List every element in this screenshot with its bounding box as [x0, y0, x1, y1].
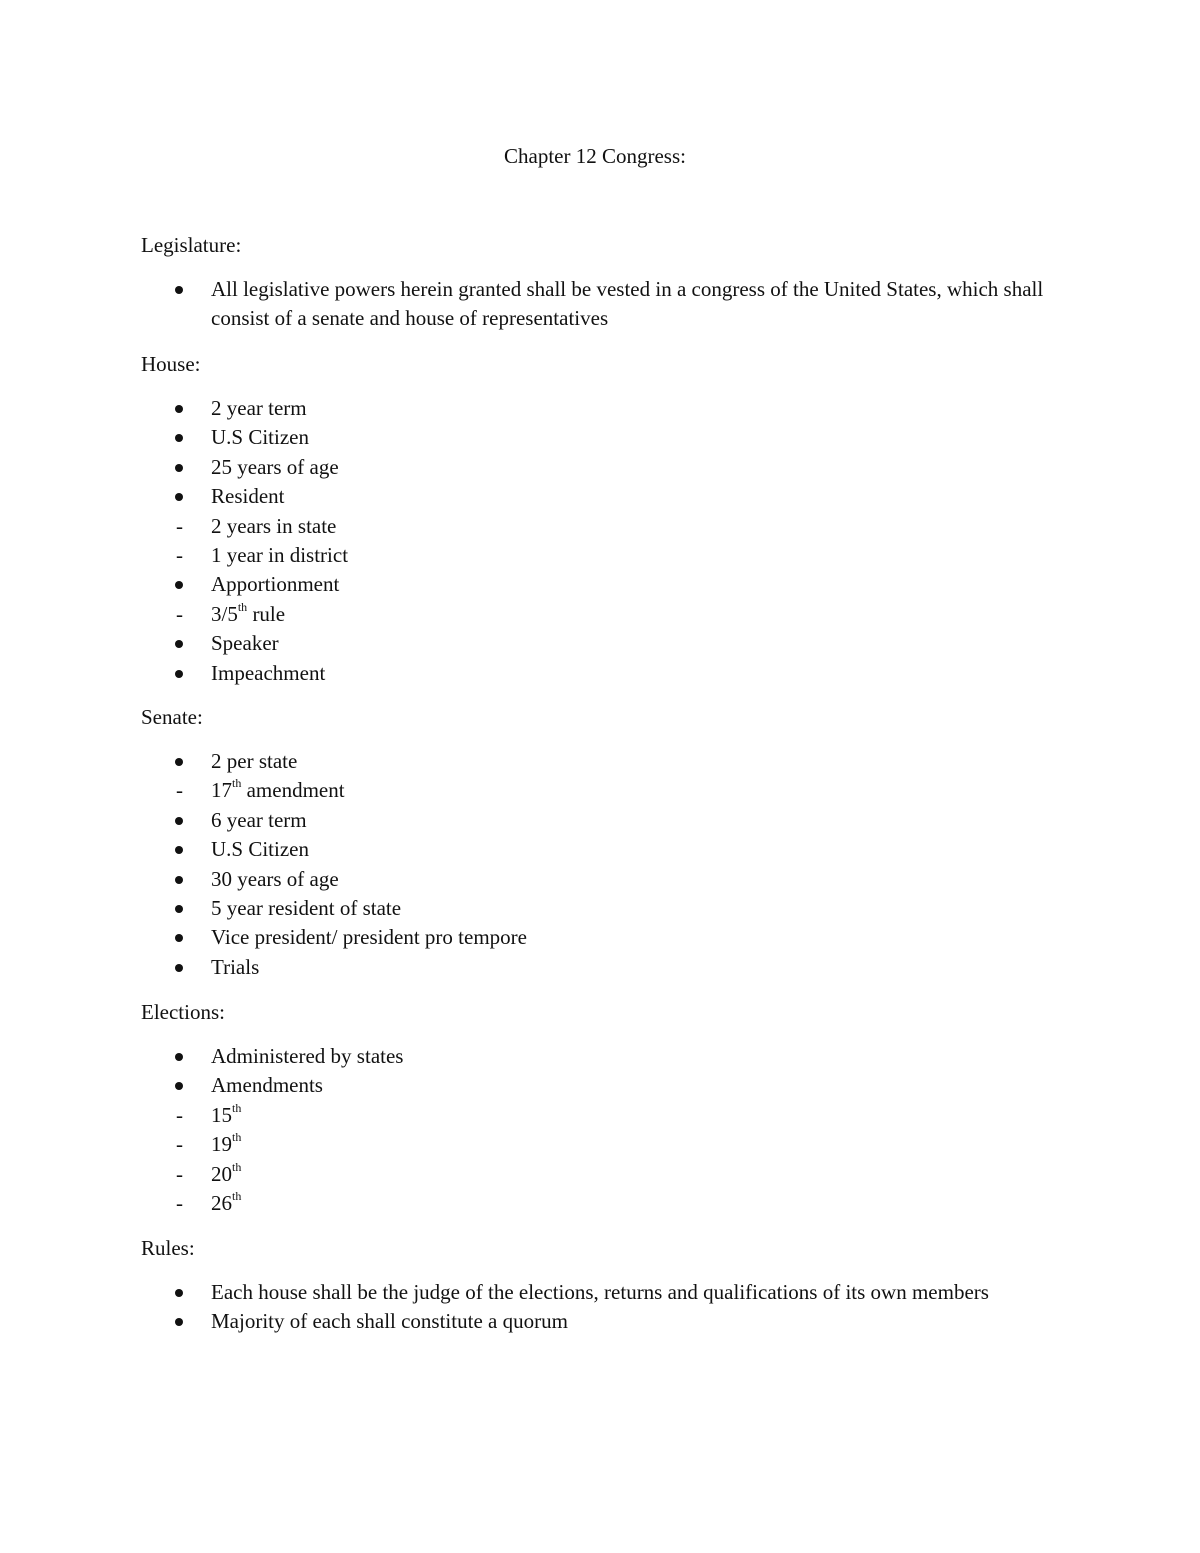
list-item — [141, 865, 1061, 894]
item-text: 6 year term — [211, 807, 307, 832]
section-heading: Legislature: — [141, 233, 242, 257]
item-text-after: rule — [247, 601, 286, 626]
list-subitem — [141, 541, 1061, 570]
item-text: 5 year resident of state — [211, 896, 402, 921]
list-item — [141, 747, 1061, 776]
item-text: Each house shall be the judge of the elections, returns and qualifications of its own members — [211, 1280, 989, 1304]
ordinal-suffix: th — [232, 1130, 242, 1145]
ordinal-suffix: th — [232, 1100, 242, 1115]
item-text: 20 — [211, 1161, 232, 1186]
item-list — [141, 1278, 1061, 1337]
list-item — [141, 659, 1061, 688]
list-item — [141, 570, 1061, 599]
item-text: 15 — [211, 1102, 232, 1127]
list-subitem — [141, 512, 1061, 541]
list-subitem — [141, 776, 1061, 805]
section-senate — [141, 702, 1061, 982]
item-list — [141, 1042, 1061, 1218]
item-text: 1 year in district — [211, 543, 349, 568]
item-text: Trials — [211, 954, 260, 979]
item-list — [141, 275, 1061, 334]
section-legislature — [141, 230, 1061, 334]
list-item — [141, 894, 1061, 923]
item-text: Majority of each shall constitute a quorum — [211, 1309, 568, 1334]
item-text: 30 years of age — [211, 866, 339, 891]
list-subitem — [141, 600, 1061, 629]
list-item — [141, 275, 1061, 334]
section-heading: House: — [141, 352, 201, 376]
item-text: 2 year term — [211, 396, 307, 420]
section-heading: Rules: — [141, 1236, 195, 1260]
list-item — [141, 806, 1061, 835]
list-item — [141, 1042, 1061, 1071]
list-subitem — [141, 1160, 1061, 1189]
list-item — [141, 835, 1061, 864]
page-title: Chapter 12 Congress: — [504, 144, 686, 168]
list-item — [141, 1278, 1061, 1307]
list-item — [141, 394, 1061, 423]
item-text: 2 years in state — [211, 513, 337, 538]
list-subitem — [141, 1101, 1061, 1130]
section-heading: Senate: — [141, 705, 203, 729]
item-text: 25 years of age — [211, 454, 339, 479]
item-list — [141, 394, 1061, 688]
list-subitem — [141, 1189, 1061, 1218]
list-item — [141, 953, 1061, 982]
section-rules — [141, 1233, 1061, 1337]
section-elections — [141, 997, 1061, 1218]
ordinal-suffix: th — [237, 599, 248, 614]
item-text: Vice president/ president pro tempore — [211, 925, 527, 950]
section-house — [141, 349, 1061, 688]
item-text: Administered by states — [211, 1044, 404, 1068]
item-text-after: amendment — [241, 778, 345, 803]
item-text: All legislative powers herein granted shall be vested in a congress of the United States, which shall consist of a senate and house of representatives — [211, 277, 1044, 331]
list-item — [141, 1307, 1061, 1336]
list-item — [141, 453, 1061, 482]
list-item — [141, 1071, 1061, 1100]
item-text: U.S Citizen — [211, 425, 309, 450]
section-heading: Elections: — [141, 1000, 225, 1024]
item-text: 19 — [211, 1132, 232, 1157]
ordinal-suffix: th — [232, 1159, 242, 1174]
list-item — [141, 482, 1061, 511]
list-item — [141, 423, 1061, 452]
ordinal-suffix: th — [232, 776, 242, 791]
item-text: 2 per state — [211, 749, 298, 773]
item-text: Speaker — [211, 631, 279, 656]
list-item — [141, 629, 1061, 658]
item-list — [141, 747, 1061, 982]
item-text: 17 — [211, 778, 232, 803]
item-text: 3/5 — [211, 601, 238, 626]
item-text: U.S Citizen — [211, 837, 309, 862]
item-text: Impeachment — [211, 660, 326, 685]
list-subitem — [141, 1130, 1061, 1159]
list-item — [141, 923, 1061, 952]
item-text: Amendments — [211, 1073, 323, 1098]
item-text: Resident — [211, 484, 285, 509]
ordinal-suffix: th — [232, 1189, 242, 1204]
item-text: 26 — [211, 1191, 232, 1216]
item-text: Apportionment — [211, 572, 340, 597]
